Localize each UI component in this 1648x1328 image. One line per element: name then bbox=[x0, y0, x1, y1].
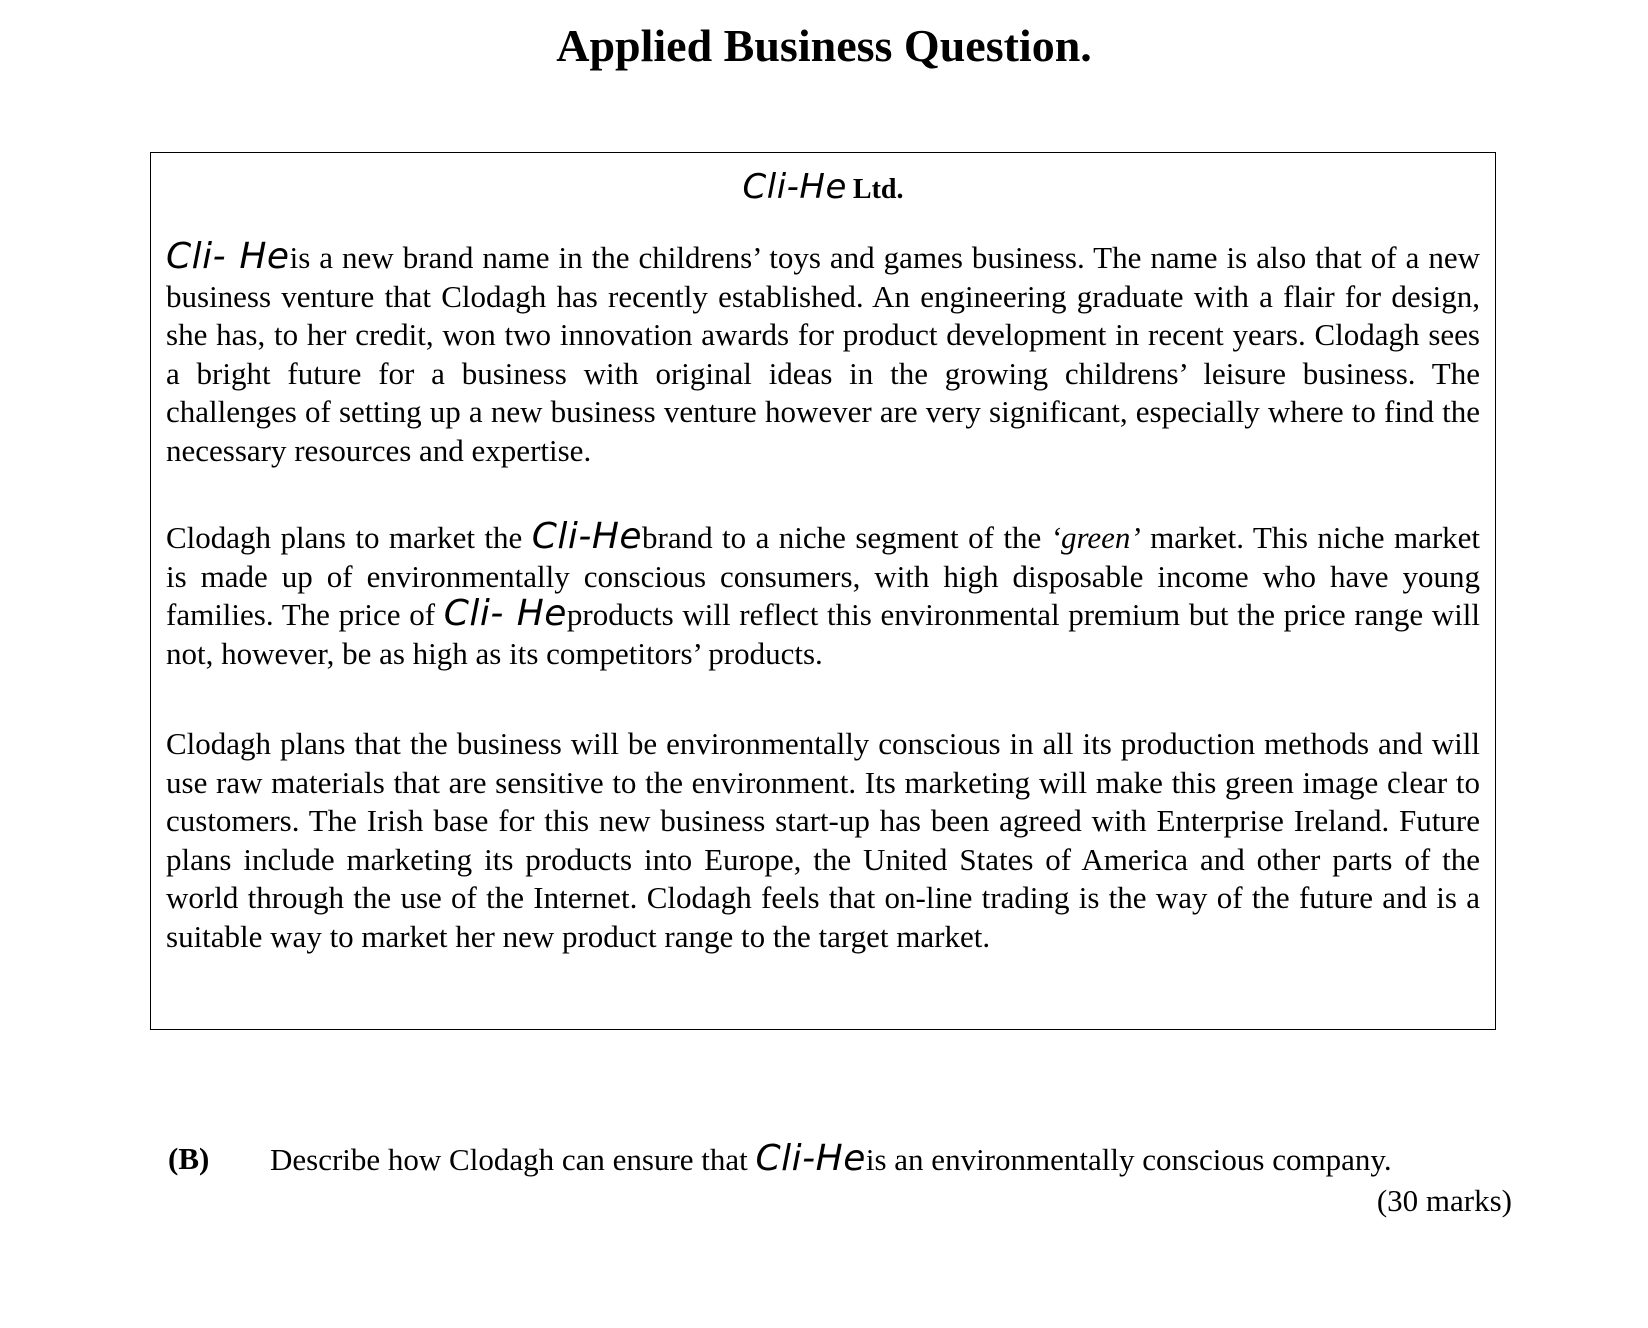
case-paragraph-1 bbox=[166, 236, 1480, 470]
question-marks: (30 marks) bbox=[1376, 1183, 1512, 1218]
paragraph2-brand2: Cli- He bbox=[443, 593, 567, 634]
case-study-heading bbox=[151, 163, 1495, 214]
case-paragraph-3: Clodagh plans that the business will be environmentally conscious in all its production methods and will use raw materials that are sensitive to the environment. Its marketing will make this green image clear to customers. The Irish base for this new business start-up has been agreed with Enterprise Ireland. Future plans include marketing its products into Europe, the United States of America and other parts of the world through the use of the Internet. Clodagh feels that on-line trading is the way of the future and is a suitable way to market her new product range to the target market. bbox=[166, 726, 1480, 954]
heading-brand: Cli-He bbox=[742, 167, 847, 207]
paragraph2-brand1: Cli-He bbox=[531, 516, 643, 557]
question-brand: Cli-He bbox=[755, 1138, 866, 1179]
case-paragraph-2 bbox=[166, 516, 1481, 673]
question-label: (B) bbox=[168, 1141, 210, 1176]
paragraph2-part1: Clodagh plans to market the bbox=[166, 520, 523, 555]
paragraph2-green: ‘green’ bbox=[1050, 520, 1141, 555]
paragraph1-brand: Cli- He bbox=[166, 236, 290, 277]
page-title: Applied Business Question. bbox=[556, 20, 1092, 71]
heading-suffix: Ltd. bbox=[852, 174, 904, 205]
question-text-after: is an environmentally conscious company. bbox=[865, 1142, 1392, 1177]
question-text bbox=[270, 1138, 1392, 1181]
question-text-before: Describe how Clodagh can ensure that bbox=[270, 1142, 748, 1177]
paragraph2-part2: brand to a niche segment of the bbox=[642, 520, 1042, 555]
paragraph2-part4: products will reflect this environmental premium but the price range will not, however, be as high as its competitors’ products. bbox=[166, 597, 1481, 671]
paragraph2-part3: market. This niche market is made up of environmentally conscious consumers, with high disposable income who have young families. The price of bbox=[166, 520, 1481, 632]
case-study-box bbox=[150, 152, 1496, 1030]
paragraph1-text: is a new brand name in the childrens’ toys and games business. The name is also that of a new business venture that Clodagh has recently established. An engineering graduate with a flair for design, she has, to her credit, won two innovation awards for product development in recent years. Clodagh sees a bright future for a business with original ideas in the growing childrens’ leisure business. The challenges of setting up a new business venture however are very significant, especially where to find the necessary resources and expertise. bbox=[166, 240, 1480, 468]
